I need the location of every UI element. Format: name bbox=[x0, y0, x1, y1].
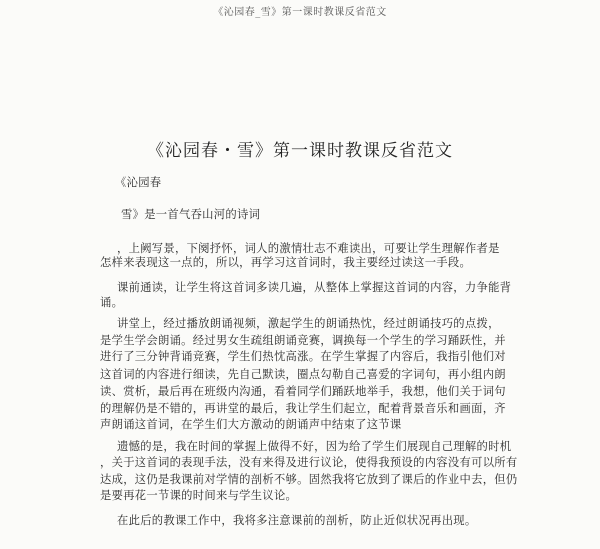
paragraph-4-line-1: 遗憾的是，我在时间的掌握上做得不好，因为给了学生们展现自己理解的时机 bbox=[117, 440, 512, 453]
paragraph-3-line-2: 是学生学会朗诵。经过男女生疏组朗诵竞赛，调换每一个学生的学习踊跃性，并 bbox=[100, 334, 506, 347]
document-title: 《沁园春・雪》第一课时教课反省范文 bbox=[147, 141, 453, 161]
paragraph-2-line-1: 课前通读，让学生将这首词多读几遍，从整体上掌握这首词的内容，力争能背 bbox=[117, 281, 512, 294]
paragraph-3-line-5: 读、赏析，最后再在班级内沟通，看着同学们踊跃地举手，我想，他们关于词句 bbox=[100, 385, 506, 398]
paragraph-5-line-1: 在此后的教课工作中，我将多注意课前的剖析，防止近似状况再出现。 bbox=[117, 514, 477, 527]
paragraph-4-line-4: 是要再花一节课的时间来与学生议论。 bbox=[100, 489, 298, 502]
paragraph-3-line-7: 声朗诵这首词，在学生们大方激动的朗诵声中结束了这节课 bbox=[100, 418, 402, 431]
subtitle-line-2: 雪》是一首气吞山河的诗词 bbox=[121, 208, 261, 221]
paragraph-3-line-3: 进行了三分钟背诵竞赛，学生们热忱高涨。在学生掌握了内容后，我指引他们对 bbox=[100, 350, 506, 363]
subtitle-line-1: 《沁园春 bbox=[115, 176, 162, 189]
paragraph-3-line-4: 这首词的内容进行细读，先自己默读，圈点勾勒自己喜爱的字词句，再小组内朗 bbox=[100, 368, 506, 381]
paragraph-4-line-3: 达成，这仍是我课前对学情的剖析不够。固然我将它放到了课后的作业中去，但仍 bbox=[100, 473, 518, 486]
paragraph-3-line-1: 讲堂上，经过播放朗诵视频，激起学生的朗诵热忱，经过朗诵技巧的点拨， bbox=[117, 317, 500, 330]
running-header: 《沁园春_雪》第一课时教课反省范文 bbox=[213, 7, 387, 18]
paragraph-3-line-6: 的理解仍是不错的，再讲堂的最后，我让学生们起立，配着背景音乐和画面，齐 bbox=[100, 402, 506, 415]
paragraph-2-line-2: 诵。 bbox=[100, 296, 124, 309]
paragraph-4-line-2: ，关于这首词的表现手法，没有来得及进行议论，使得我预设的内容没有可以所有 bbox=[100, 456, 518, 469]
paragraph-1-line-1: ，上阙写景，下阕抒怀，词人的激情壮志不难读出，可要让学生理解作者是 bbox=[117, 242, 500, 255]
paragraph-1-line-2: 怎样来表现这一点的，所以，再学习这首词时，我主要经过读这一手段。 bbox=[100, 256, 472, 269]
